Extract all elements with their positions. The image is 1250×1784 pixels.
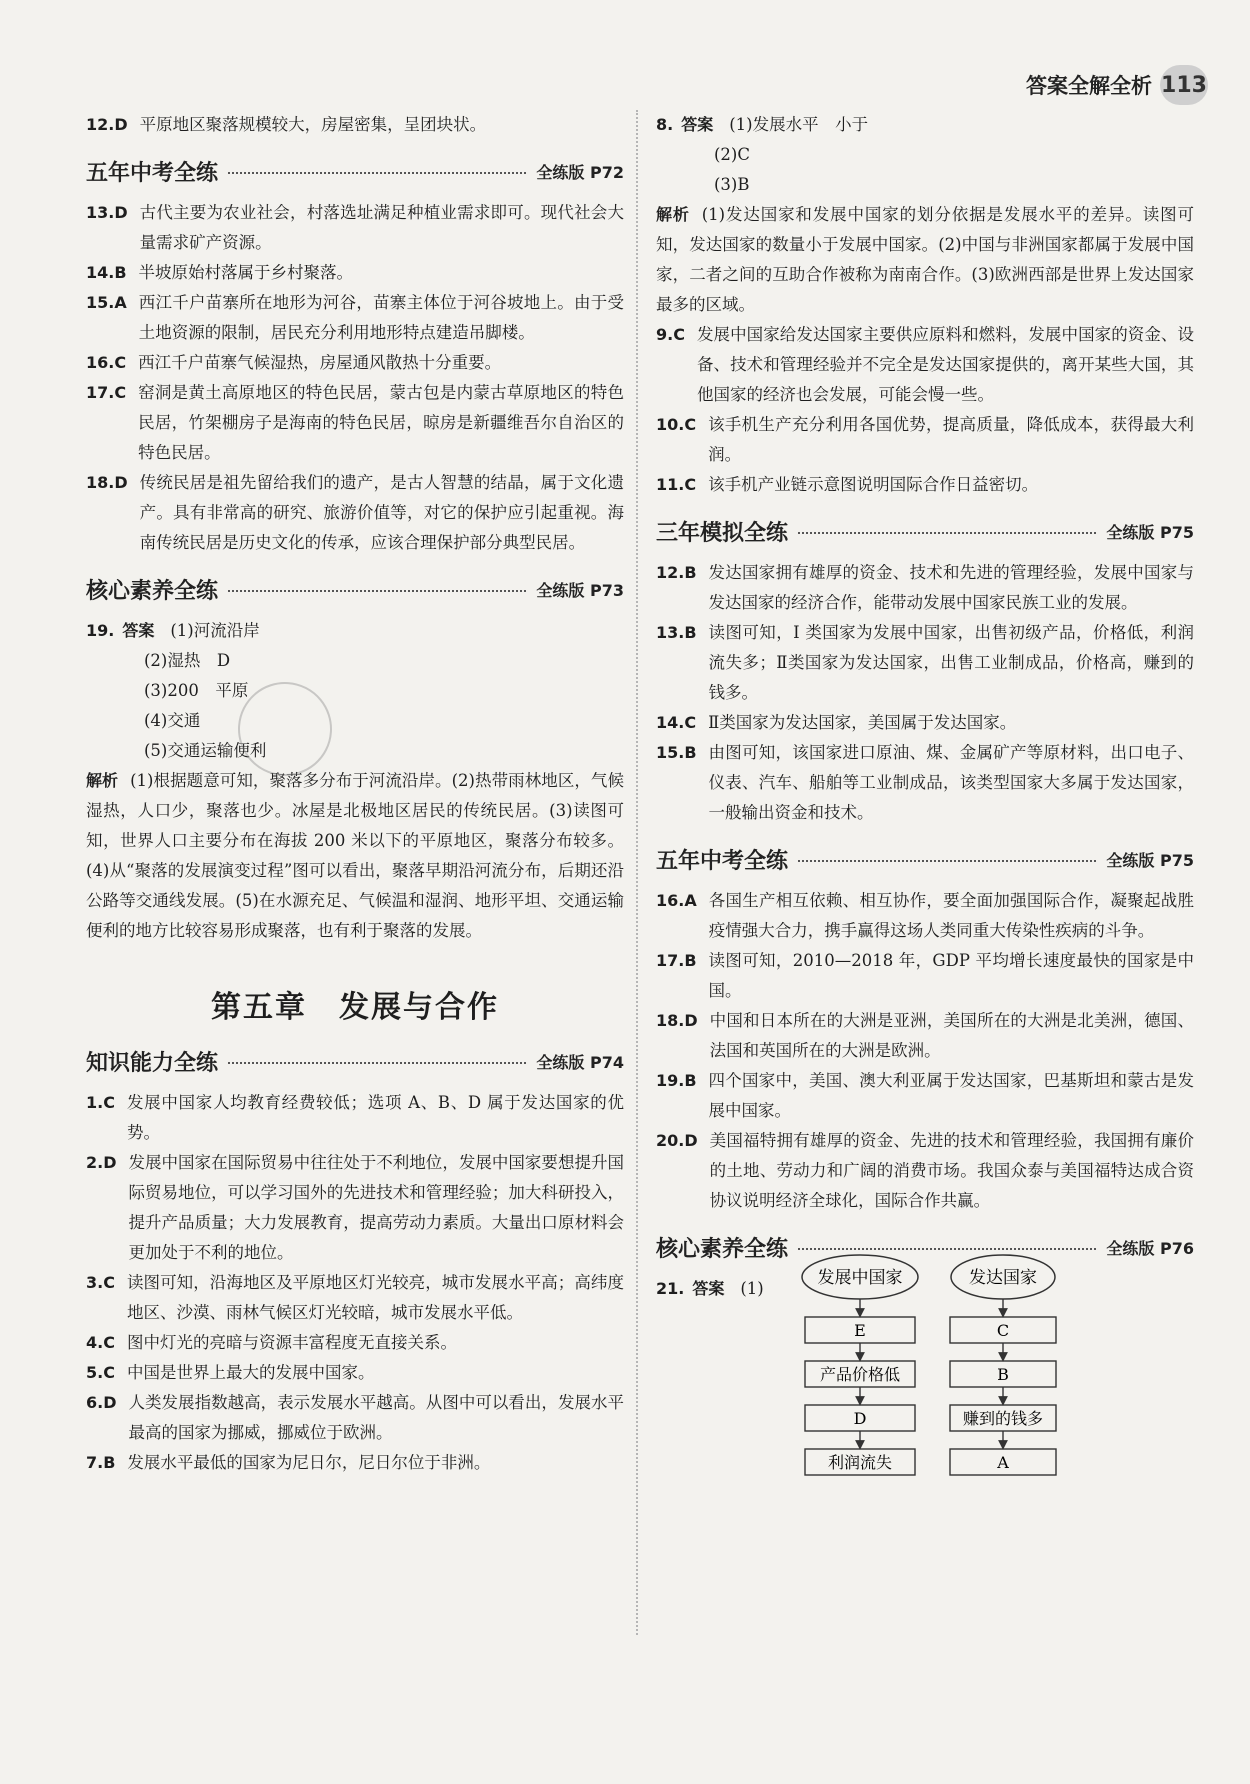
- chapter-title: 第五章 发展与合作: [211, 990, 499, 1025]
- sub-answer: (2)湿热 D: [144, 651, 231, 670]
- answer-item: [656, 470, 1194, 500]
- flow-box-label: C: [996, 1321, 1010, 1340]
- answer-number: 18.D: [86, 473, 128, 492]
- answer-number: 14.C: [656, 713, 697, 732]
- trade-flow-diagram: [800, 1253, 1160, 1543]
- answer-number: 1.C: [86, 1093, 115, 1112]
- answer-text: 美国福特拥有雄厚的资金、先进的技术和管理经验，我国拥有廉价的土地、劳动力和广阔的消费市场。我国众泰与美国福特达成合资协议说明经济全球化，国际合作共赢。: [709, 1131, 1194, 1210]
- answer-item: [656, 618, 1194, 708]
- answer-number: 19.B: [656, 1071, 697, 1090]
- flow-box-label: 利润流失: [827, 1453, 893, 1472]
- answer-item: [86, 1358, 624, 1388]
- answer-text: 图中灯光的亮暗与资源丰富程度无直接关系。: [126, 1333, 457, 1352]
- answer-number: 15.B: [656, 743, 697, 762]
- answer-item: [86, 288, 624, 348]
- left-column: [86, 110, 624, 1478]
- answer-item: 12.D 平原地区聚落规模较大，房屋密集，呈团块状。: [86, 115, 487, 134]
- right-column: [656, 110, 1194, 1304]
- flow-box-label: E: [854, 1321, 866, 1340]
- answer-item: [86, 1388, 624, 1448]
- answer-number: 17.C: [86, 383, 127, 402]
- answer-text: 该手机产业链示意图说明国际合作日益密切。: [708, 475, 1039, 494]
- answer-text: 该手机生产充分利用各国优势，提高质量，降低成本，获得最大利润。: [708, 415, 1194, 464]
- answer-item: [656, 708, 1194, 738]
- answer-text: 各国生产相互依赖、相互协作，要全面加强国际合作，凝聚起战胜疫情强大合力，携手赢得这场人类同重大传染性疾病的斗争。: [708, 891, 1194, 940]
- answer-text: 读图可知，沿海地区及平原地区灯光较亮，城市发展水平高；高纬度地区、沙漠、雨林气候区灯光较暗，城市发展水平低。: [126, 1273, 624, 1322]
- sub-answer: (2)C: [714, 145, 750, 164]
- answer-item-8: 8. 答案 (1)发展水平 小于: [656, 115, 869, 134]
- answer-number: 17.B: [656, 951, 697, 970]
- page-header: [1026, 62, 1208, 108]
- answer-text: 中国是世界上最大的发展中国家。: [126, 1363, 375, 1382]
- page-number: 113: [1160, 65, 1208, 105]
- dotted-leader: [798, 860, 1096, 862]
- answer-text: 发展中国家给发达国家主要供应原料和燃料，发展中国家的资金、设备、技术和管理经验并不完全是发达国家提供的，离开某些大国，其他国家的经济也会发展，可能会慢一些。: [696, 325, 1194, 404]
- answer-number: 13.D: [86, 203, 128, 222]
- answer-number: 5.C: [86, 1363, 115, 1382]
- right-flow: [950, 1255, 1056, 1475]
- answer-number: 3.C: [86, 1273, 115, 1292]
- answer-item: [86, 1448, 624, 1478]
- answer-item: [656, 886, 1194, 946]
- dotted-leader: [228, 172, 526, 174]
- answer-number: 10.C: [656, 415, 697, 434]
- oval-label: 发达国家: [969, 1268, 1037, 1288]
- answer-text: 半坡原始村落属于乡村聚落。: [138, 263, 354, 282]
- oval-label: 发展中国家: [817, 1268, 903, 1288]
- answer-number: 18.D: [656, 1011, 698, 1030]
- answer-text: 西江千户苗寨所在地形为河谷，苗寨主体位于河谷坡地上。由于受土地资源的限制，居民充分利用地形特点建造吊脚楼。: [138, 293, 624, 342]
- answer-number: 6.D: [86, 1393, 117, 1412]
- section-header: 三年模拟全练 全练版 P75: [656, 520, 1194, 546]
- answer-item: [86, 1328, 624, 1358]
- flow-box-label: 赚到的钱多: [962, 1409, 1044, 1428]
- answer-text: 读图可知，I 类国家为发展中国家，出售初级产品，价格低，利润流失多；Ⅱ类国家为发达国家，出售工业制成品，价格高，赚到的钱多。: [708, 623, 1194, 702]
- section-header: 五年中考全练 全练版 P75: [656, 848, 1194, 874]
- answer-item-21: 21. 答案 (1): [656, 1279, 764, 1298]
- sub-answer: (5)交通运输便利: [144, 741, 267, 760]
- answer-item: [656, 946, 1194, 1006]
- section-1-items: [86, 198, 624, 558]
- answer-number: 11.C: [656, 475, 697, 494]
- answer-item: [86, 378, 624, 468]
- answer-item: [656, 558, 1194, 618]
- answer-item: [86, 468, 624, 558]
- answer-number: 13.B: [656, 623, 697, 642]
- section-4-items: [656, 558, 1194, 828]
- answer-item: [86, 1148, 624, 1268]
- sub-answer: (3)200 平原: [144, 681, 249, 700]
- answer-number: 9.C: [656, 325, 685, 344]
- flow-box-label: D: [853, 1409, 867, 1428]
- section-header: 知识能力全练 全练版 P74: [86, 1050, 624, 1076]
- answer-item: [656, 320, 1194, 410]
- answer-item: [86, 198, 624, 258]
- analysis-text: 解析 (1)发达国家和发展中国家的划分依据是发展水平的差异。读图可知，发达国家的数量小于发展中国家。(2)中国与非洲国家都属于发展中国家，二者之间的互助合作被称为南南合作。(3)欧洲西部是世界上发达国家最多的区域。: [656, 205, 1194, 314]
- answer-text: 发展中国家在国际贸易中往往处于不利地位，发展中国家要想提升国际贸易地位，可以学习国外的先进技术和管理经验；加大科研投入，提升产品质量；大力发展教育，提高劳动力素质。大量出口原材料会更加处于不利的地位。: [128, 1153, 624, 1262]
- answer-text: 中国和日本所在的大洲是亚洲，美国所在的大洲是北美洲，德国、法国和英国所在的大洲是欧洲。: [709, 1011, 1194, 1060]
- section-header: 五年中考全练 全练版 P72: [86, 160, 624, 186]
- answer-text: 四个国家中，美国、澳大利亚属于发达国家，巴基斯坦和蒙古是发展中国家。: [708, 1071, 1194, 1120]
- answer-item: [86, 1088, 624, 1148]
- header-title: 答案全解全析: [1026, 74, 1152, 98]
- answer-item: [86, 258, 624, 288]
- answer-number: 20.D: [656, 1131, 698, 1150]
- answer-number: 16.C: [86, 353, 127, 372]
- answer-item: [656, 1006, 1194, 1066]
- section-5-items: [656, 886, 1194, 1216]
- section-header: 核心素养全练 全练版 P76: [656, 1236, 1194, 1262]
- column-divider: [636, 110, 638, 1635]
- section-header: 核心素养全练 全练版 P73: [86, 578, 624, 604]
- answer-text: 西江千户苗寨气候湿热，房屋通风散热十分重要。: [138, 353, 502, 372]
- answer-text: 发展中国家人均教育经费较低；选项 A、B、D 属于发达国家的优势。: [126, 1093, 624, 1142]
- dotted-leader: [798, 532, 1096, 534]
- answer-item: [656, 1126, 1194, 1216]
- answer-number: 4.C: [86, 1333, 115, 1352]
- answer-number: 16.A: [656, 891, 697, 910]
- answer-text: 窑洞是黄土高原地区的特色民居，蒙古包是内蒙古草原地区的特色民居，竹架棚房子是海南的特色民居，晾房是新疆维吾尔自治区的特色民居。: [138, 383, 624, 462]
- flow-box-label: 产品价格低: [819, 1365, 901, 1384]
- answer-item: [86, 1268, 624, 1328]
- answer-text: 古代主要为农业社会，村落选址满足种植业需求即可。现代社会大量需求矿产资源。: [139, 203, 624, 252]
- answer-number: 15.A: [86, 293, 127, 312]
- answer-number: 14.B: [86, 263, 127, 282]
- answer-text: Ⅱ类国家为发达国家，美国属于发达国家。: [708, 713, 1017, 732]
- answer-item-19: 19. 答案 (1)河流沿岸: [86, 621, 260, 640]
- section-3-items: [86, 1088, 624, 1478]
- answer-text: 人类发展指数越高，表示发展水平越高。从图中可以看出，发展水平最高的国家为挪威，挪威位于欧洲。: [128, 1393, 624, 1442]
- answer-number: 2.D: [86, 1153, 117, 1172]
- flow-box-label: B: [997, 1365, 1009, 1384]
- answer-text: 读图可知，2010—2018 年，GDP 平均增长速度最快的国家是中国。: [708, 951, 1194, 1000]
- sub-answer: (3)B: [714, 175, 750, 194]
- answer-number: 12.B: [656, 563, 697, 582]
- dotted-leader: [798, 1248, 1096, 1250]
- answer-item: [656, 1066, 1194, 1126]
- dotted-leader: [228, 590, 526, 592]
- flow-box-label: A: [997, 1453, 1009, 1472]
- answer-list: [656, 320, 1194, 500]
- answer-text: 发展水平最低的国家为尼日尔，尼日尔位于非洲。: [127, 1453, 491, 1472]
- answer-text: 发达国家拥有雄厚的资金、技术和先进的管理经验，发展中国家与发达国家的经济合作，能带动发展中国家民族工业的发展。: [708, 563, 1194, 612]
- answer-number: 7.B: [86, 1453, 116, 1472]
- answer-item: [656, 738, 1194, 828]
- left-flow: [802, 1255, 918, 1475]
- answer-text: 传统民居是祖先留给我们的遗产，是古人智慧的结晶，属于文化遗产。具有非常高的研究、旅游价值等，对它的保护应引起重视。海南传统民居是历史文化的传承，应该合理保护部分典型民居。: [139, 473, 624, 552]
- answer-item: [86, 348, 624, 378]
- answer-text: 由图可知，该国家进口原油、煤、金属矿产等原材料，出口电子、仪表、汽车、船舶等工业制成品，该类型国家大多属于发达国家，一般输出资金和技术。: [708, 743, 1194, 822]
- analysis-text: 解析 (1)根据题意可知，聚落多分布于河流沿岸。(2)热带雨林地区，气候湿热，人口少，聚落也少。冰屋是北极地区居民的传统民居。(3)读图可知，世界人口主要分布在海拔 200 米以下的平原地区，聚落分布较多。(4)从“聚落的发展演变过程”图可以看出，聚落早期沿河流分布，后期还沿公路等交通线发展。(5)在水源充足、气候温和湿润、地形平坦、交通运输便利的地方比较容易形成聚落，也有利于聚落的发展。: [86, 771, 624, 940]
- sub-answer: (4)交通: [144, 711, 201, 730]
- dotted-leader: [228, 1062, 526, 1064]
- answer-item: [656, 410, 1194, 470]
